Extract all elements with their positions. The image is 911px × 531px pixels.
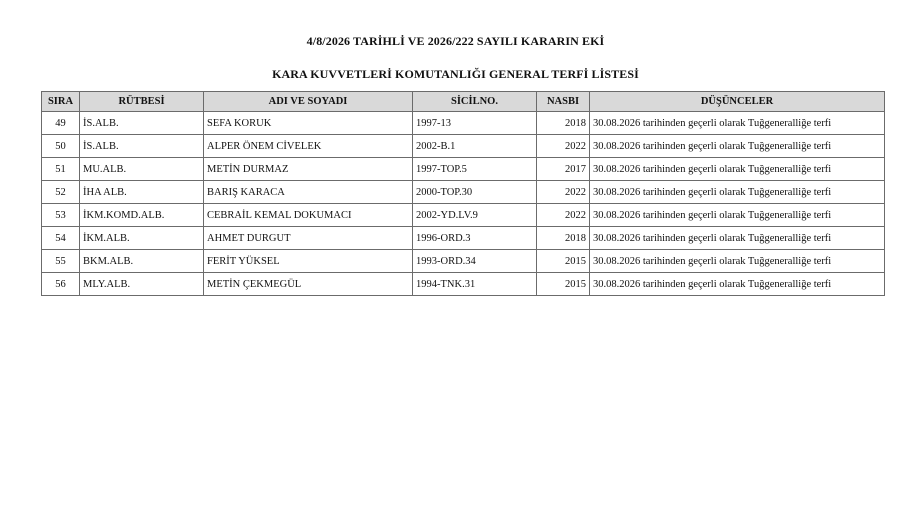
list-title: KARA KUVVETLERİ KOMUTANLIĞI GENERAL TERFİ LİSTESİ — [272, 67, 639, 81]
cell-dusunceler: 30.08.2026 tarihinden geçerli olarak Tuğgeneralliğe terfi — [590, 227, 885, 250]
cell-nasbi: 2018 — [537, 112, 590, 135]
table-row — [42, 181, 885, 204]
cell-nasbi: 2022 — [537, 204, 590, 227]
cell-adi-soyadi: METİN DURMAZ — [204, 158, 413, 181]
cell-rutbe: İKM.KOMD.ALB. — [80, 204, 204, 227]
cell-adi-soyadi: METİN ÇEKMEGÜL — [204, 273, 413, 296]
cell-nasbi: 2015 — [537, 273, 590, 296]
cell-sicil-no: 1993-ORD.34 — [413, 250, 537, 273]
cell-dusunceler: 30.08.2026 tarihinden geçerli olarak Tuğgeneralliğe terfi — [590, 204, 885, 227]
cell-rutbe: MLY.ALB. — [80, 273, 204, 296]
cell-sira: 52 — [42, 181, 80, 204]
cell-sicil-no: 2002-YD.LV.9 — [413, 204, 537, 227]
cell-nasbi: 2022 — [537, 135, 590, 158]
cell-nasbi: 2017 — [537, 158, 590, 181]
cell-dusunceler: 30.08.2026 tarihinden geçerli olarak Tuğgeneralliğe terfi — [590, 112, 885, 135]
cell-rutbe: İS.ALB. — [80, 112, 204, 135]
cell-sicil-no: 1994-TNK.31 — [413, 273, 537, 296]
cell-sicil-no: 2000-TOP.30 — [413, 181, 537, 204]
cell-dusunceler: 30.08.2026 tarihinden geçerli olarak Tuğgeneralliğe terfi — [590, 250, 885, 273]
cell-adi-soyadi: BARIŞ KARACA — [204, 181, 413, 204]
cell-adi-soyadi: CEBRAİL KEMAL DOKUMACI — [204, 204, 413, 227]
promotion-table — [41, 91, 885, 296]
cell-sira: 55 — [42, 250, 80, 273]
cell-sira: 53 — [42, 204, 80, 227]
cell-sicil-no: 1996-ORD.3 — [413, 227, 537, 250]
cell-nasbi: 2015 — [537, 250, 590, 273]
cell-sira: 56 — [42, 273, 80, 296]
table-row — [42, 250, 885, 273]
cell-dusunceler: 30.08.2026 tarihinden geçerli olarak Tuğgeneralliğe terfi — [590, 273, 885, 296]
table-row — [42, 135, 885, 158]
column-header-rutbe: RÜTBESİ — [80, 92, 204, 112]
cell-adi-soyadi: AHMET DURGUT — [204, 227, 413, 250]
cell-sicil-no: 2002-B.1 — [413, 135, 537, 158]
cell-sira: 49 — [42, 112, 80, 135]
cell-nasbi: 2018 — [537, 227, 590, 250]
document-title: 4/8/2026 TARİHLİ VE 2026/222 SAYILI KARARIN EKİ — [306, 34, 605, 48]
cell-sira: 51 — [42, 158, 80, 181]
cell-adi-soyadi: SEFA KORUK — [204, 112, 413, 135]
column-header-adi-soyadi: ADI VE SOYADI — [204, 92, 413, 112]
cell-dusunceler: 30.08.2026 tarihinden geçerli olarak Tuğgeneralliğe terfi — [590, 158, 885, 181]
cell-adi-soyadi: ALPER ÖNEM CİVELEK — [204, 135, 413, 158]
cell-rutbe: İKM.ALB. — [80, 227, 204, 250]
cell-rutbe: BKM.ALB. — [80, 250, 204, 273]
table-row — [42, 227, 885, 250]
table-header-row — [42, 92, 885, 112]
table-row — [42, 273, 885, 296]
cell-sira: 54 — [42, 227, 80, 250]
table-row — [42, 112, 885, 135]
table-row — [42, 204, 885, 227]
cell-adi-soyadi: FERİT YÜKSEL — [204, 250, 413, 273]
cell-rutbe: MU.ALB. — [80, 158, 204, 181]
column-header-sira: SIRA — [42, 92, 80, 112]
cell-dusunceler: 30.08.2026 tarihinden geçerli olarak Tuğgeneralliğe terfi — [590, 181, 885, 204]
cell-rutbe: İHA ALB. — [80, 181, 204, 204]
cell-rutbe: İS.ALB. — [80, 135, 204, 158]
table-row — [42, 158, 885, 181]
cell-dusunceler: 30.08.2026 tarihinden geçerli olarak Tuğgeneralliğe terfi — [590, 135, 885, 158]
cell-sira: 50 — [42, 135, 80, 158]
column-header-nasbi: NASBI — [537, 92, 590, 112]
cell-sicil-no: 1997-13 — [413, 112, 537, 135]
cell-nasbi: 2022 — [537, 181, 590, 204]
column-header-sicil-no: SİCİLNO. — [413, 92, 537, 112]
column-header-dusunceler: DÜŞÜNCELER — [590, 92, 885, 112]
cell-sicil-no: 1997-TOP.5 — [413, 158, 537, 181]
